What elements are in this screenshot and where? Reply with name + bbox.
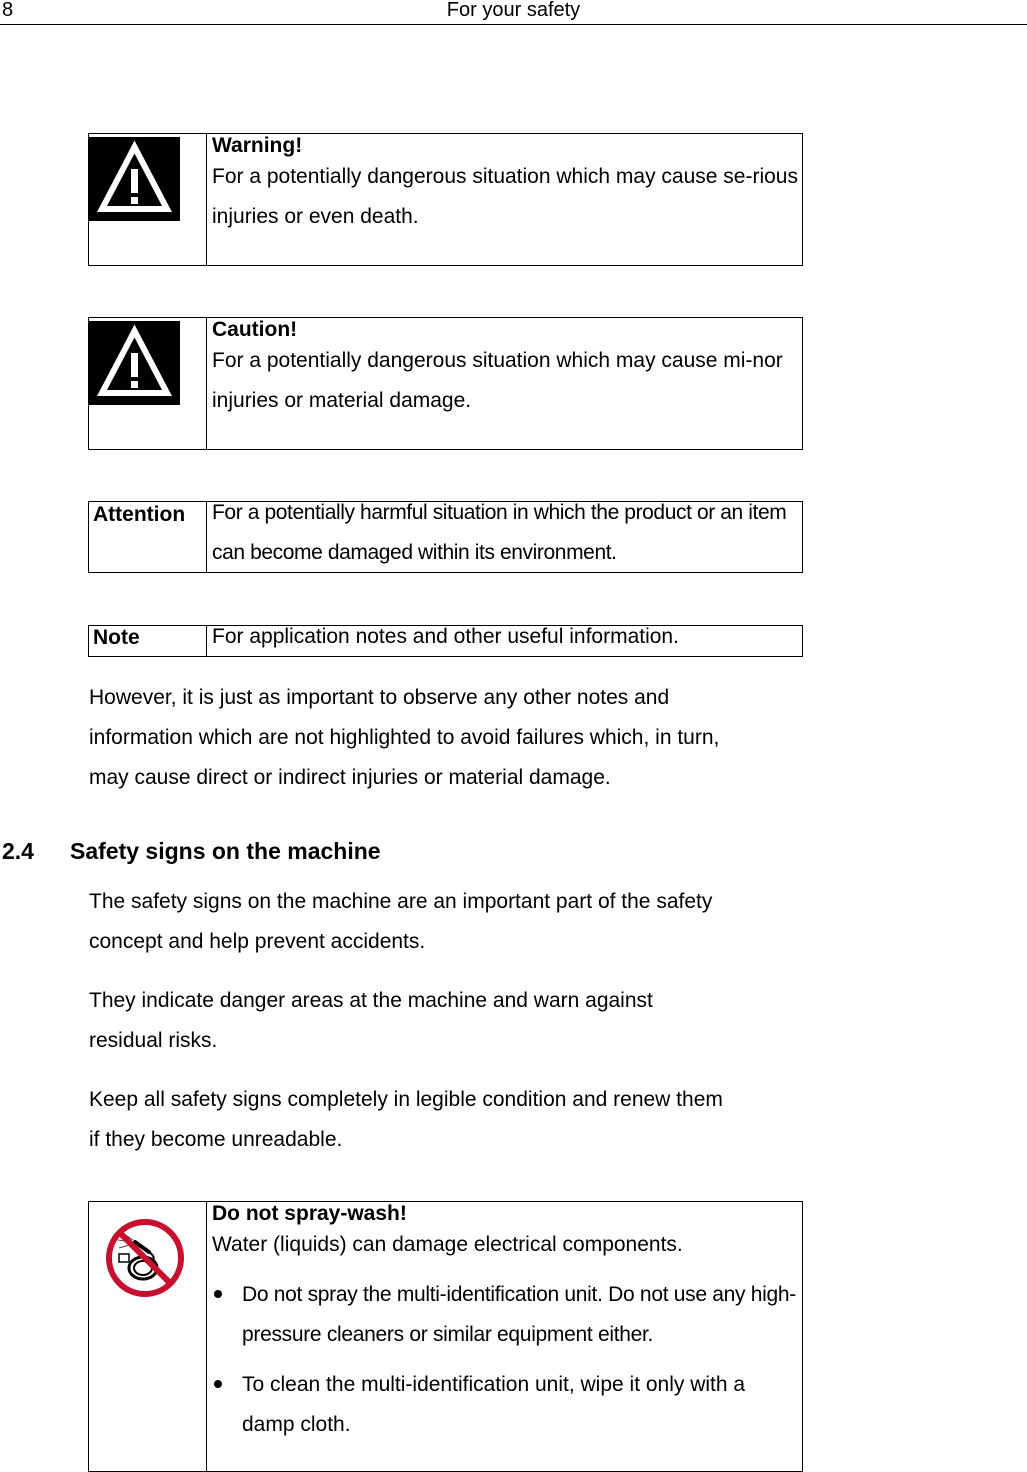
- list-item: [212, 1275, 798, 1355]
- note-notice: [88, 625, 803, 657]
- section-title: Safety signs on the machine: [70, 838, 381, 864]
- warning-title: Warning!: [212, 134, 303, 157]
- spray-wash-bullets: [212, 1275, 798, 1445]
- spray-wash-text: Water (liquids) can damage electrical components.: [212, 1233, 683, 1256]
- note-label: Note: [93, 626, 140, 649]
- caution-title: Caution!: [212, 318, 298, 341]
- attention-label-cell: [89, 502, 207, 572]
- note-label-cell: [89, 626, 207, 656]
- bullet-text: To clean the multi-identification unit, wipe it only with a damp cloth.: [242, 1373, 746, 1436]
- bullet-text: Do not spray the multi-identification unit. Do not use any high-pressure cleaners or similar equipment either.: [242, 1283, 796, 1346]
- spray-wash-notice: [88, 1201, 803, 1472]
- header-title: For your safety: [446, 0, 581, 21]
- intro-paragraph: However, it is just as important to observe any other notes and information which are not highlighted to avoid failures which, in turn, may cause direct or indirect injuries or material damage.: [89, 686, 720, 789]
- bullet-icon: [214, 1290, 222, 1298]
- attention-label: Attention: [93, 503, 186, 526]
- list-item: [212, 1365, 798, 1445]
- page-header: [0, 0, 1027, 25]
- warning-triangle-icon: [89, 321, 180, 405]
- attention-text: For a potentially harmful situation in which the product or an item can become damaged within its environment.: [212, 501, 787, 564]
- no-spray-wash-icon: [105, 1218, 185, 1298]
- attention-notice: [88, 501, 803, 573]
- spray-icon-cell: [89, 1202, 207, 1471]
- bullet-icon: [214, 1380, 222, 1388]
- spray-wash-title: Do not spray-wash!: [212, 1202, 407, 1225]
- section-paragraph: Keep all safety signs completely in legible condition and renew them if they become unreadable.: [89, 1088, 723, 1151]
- warning-triangle-icon: [89, 137, 180, 221]
- warning-notice: [88, 133, 803, 266]
- section-paragraph: They indicate danger areas at the machine and warn against residual risks.: [89, 989, 653, 1052]
- section-number: 2.4: [2, 838, 34, 864]
- note-text: For application notes and other useful information.: [212, 625, 679, 648]
- section-paragraph: The safety signs on the machine are an important part of the safety concept and help prevent accidents.: [89, 890, 713, 953]
- caution-text: For a potentially dangerous situation which may cause mi-nor injuries or material damage.: [212, 349, 783, 412]
- caution-icon-cell: [89, 318, 207, 449]
- warning-text: For a potentially dangerous situation which may cause se-rious injuries or even death.: [212, 165, 798, 228]
- page-number: 8: [2, 0, 14, 21]
- caution-notice: [88, 317, 803, 450]
- warning-icon-cell: [89, 134, 207, 265]
